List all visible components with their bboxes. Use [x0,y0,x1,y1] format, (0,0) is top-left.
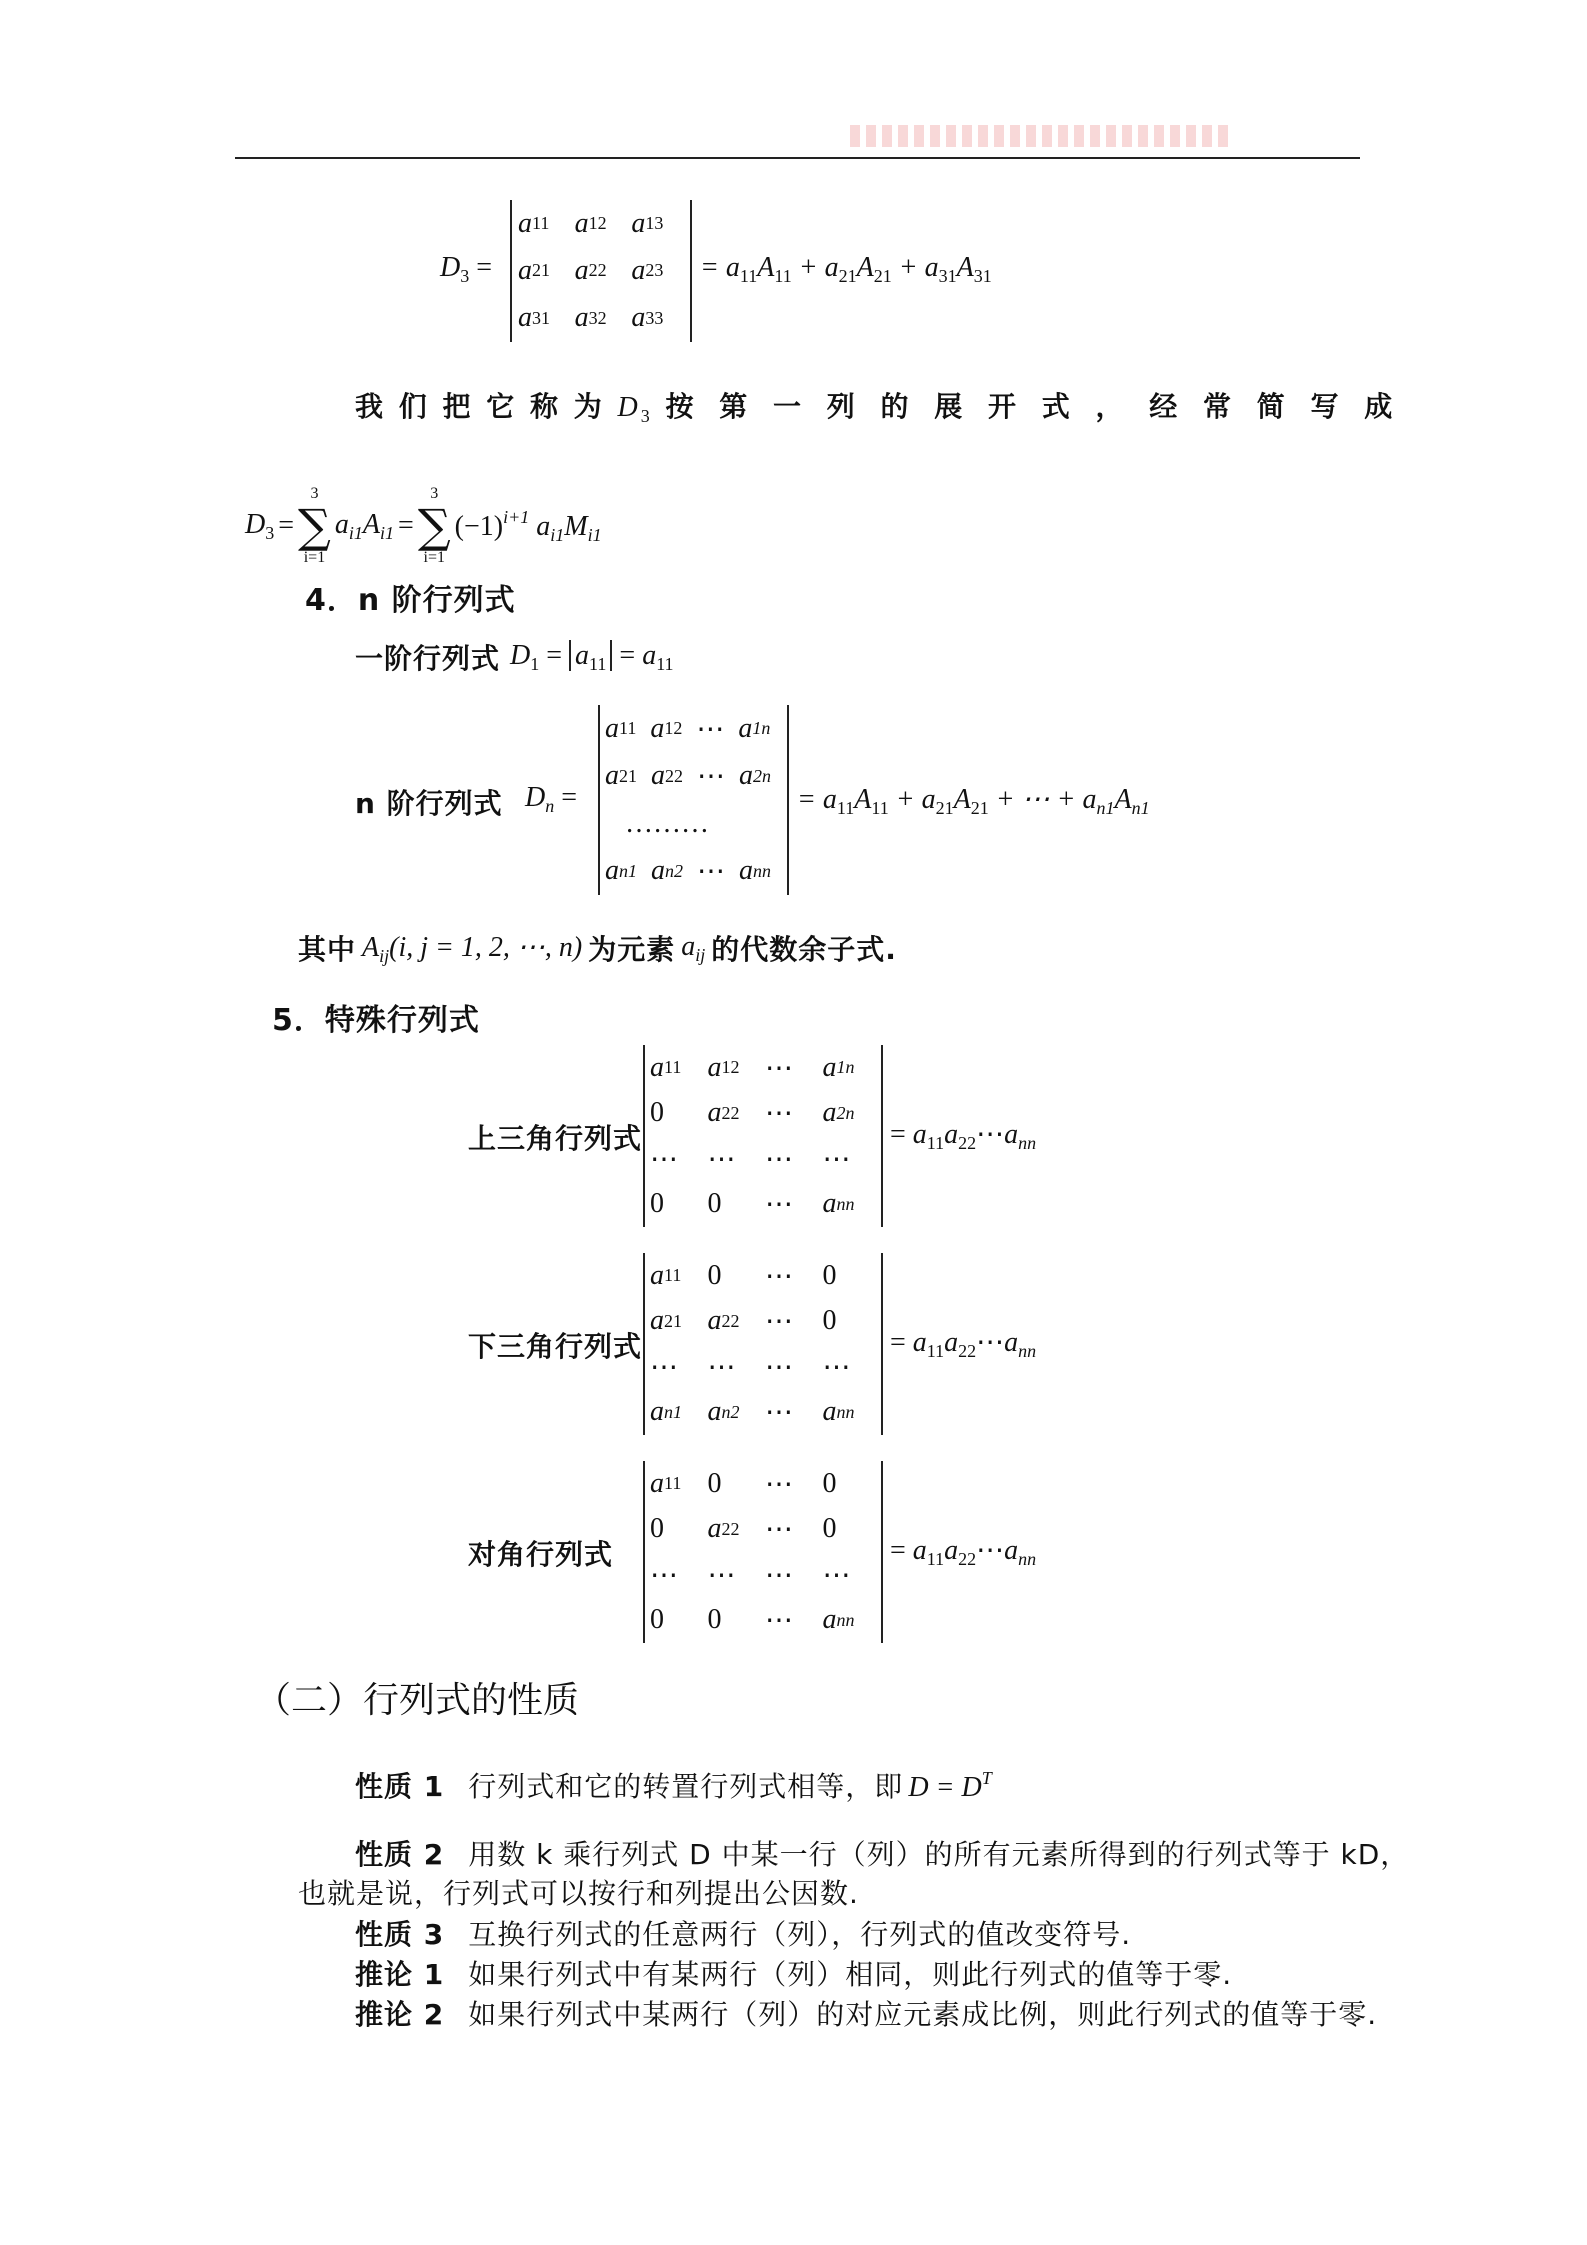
lower-cell: a n1 [650,1396,682,1428]
section-4-heading: 4．n 阶行列式 [305,583,516,618]
diagonal-cell: ⋯ [765,1559,793,1591]
upper-cell: a 11 [650,1051,682,1083]
lower-cell: 0 [822,1305,837,1337]
upper-matrix [650,1045,880,1227]
upper-cell: a nn [822,1188,855,1220]
diagonal-label: 对角行列式 [468,1538,614,1571]
lower-cell: a 21 [650,1305,682,1337]
lower-left-bar [643,1253,645,1435]
lower-cell: ⋯ [707,1351,736,1383]
lower-rhs: = $a_{11}a_{22}\cdots a_{nn}$ [890,1327,1037,1361]
header-watermark [850,125,1230,147]
diagonal-cell: 0 [707,1467,722,1499]
lower-label: 下三角行列式 [468,1330,643,1363]
upper-cell: a 12 [707,1051,740,1083]
diagonal-left-bar [643,1461,645,1643]
n-order-left-bar [598,705,600,895]
diagonal-cell: ⋯ [765,1468,793,1500]
d3-cell: a 23 [631,254,664,286]
first-order-line: 一阶行列式 $D_1 = a_{11} = a_{11}$ [355,639,674,675]
upper-cell: ⋯ [822,1143,851,1175]
d3-rhs: = $a_{11}A_{11} + a_{21}A_{21} + a_{31}A_{31}$ [700,252,992,286]
lower-cell: 0 [707,1259,722,1291]
lower-cell: a 11 [650,1259,682,1291]
d3-cell: a 31 [518,302,550,334]
corollary-1: 推论 1 如果行列式中有某两行（列）相同，则此行列式的值等于零. [355,1958,1233,1991]
upper-cell: ⋯ [765,1189,793,1221]
diagonal-matrix [650,1461,880,1643]
cofactor-note: 其中 $A_{ij}(i$, j = 1, 2, ⋯, n) 为元素 $a_{ij}$ 的代数余子式. [298,930,897,966]
property-3: 性质 3 互换行列式的任意两行（列），行列式的值改变符号. [355,1918,1132,1951]
upper-right-bar [881,1045,883,1227]
n-order-row: ……… [625,807,709,839]
corollary-2: 推论 2 如果行列式中某两行（列）的对应元素成比例，则此行列式的值等于零. [355,1998,1378,2031]
d3-cell: a 33 [631,302,664,334]
part-2-heading: （二）行列式的性质 [255,1680,580,1721]
lower-matrix [650,1253,880,1435]
d3-cell: a 13 [631,207,664,239]
lower-cell: ⋯ [765,1351,793,1383]
upper-cell: 0 [650,1097,664,1129]
diagonal-cell: 0 [650,1513,664,1545]
diagonal-cell: 0 [650,1604,664,1636]
n-order-row: a 11 a 12 ⋯ a 1n [605,712,771,745]
n-order-matrix [605,705,785,895]
upper-rhs: = $a_{11}a_{22}\cdots a_{nn}$ [890,1119,1037,1153]
sum-formula: $D_3$ = 3 ∑ i=1 $a_{i1}A_{i1}$ = 3 ∑ i=1 $(-1)^{i+1}$ $a_{i1}M_{i1}$ [245,485,602,566]
sentence-1: 我 们 把 它 称 为 $D_3$ 按 第 一 列 的 展 开 式 ， 经 常 简 写 成 [355,390,1396,426]
diagonal-cell: ⋯ [765,1514,793,1546]
n-order-lhs: $D_n$ = [525,782,578,816]
upper-cell: a 1n [822,1051,855,1083]
lower-cell: ⋯ [765,1397,793,1429]
upper-cell: 0 [707,1188,722,1220]
d3-matrix [518,200,688,342]
sigma-2: 3 ∑ i=1 [417,485,451,566]
diagonal-cell: a 11 [650,1467,682,1499]
section-5-heading: 5．特殊行列式 [272,1003,480,1038]
n-order-row: a 21 a 22 ⋯ a 2n [605,760,771,793]
d3-cell: a 11 [518,207,550,239]
upper-cell: ⋯ [765,1052,793,1084]
lower-cell: a nn [822,1396,855,1428]
property-2: 性质 2 用数 k 乘行列式 D 中某一行（列）的所有元素所得到的行列式等于 kD， [355,1838,1410,1871]
d3-right-bar [690,200,692,342]
n-order-rhs: = $a_{11}A_{11} + a_{21}A_{21}$ + ⋯ + $a_{n1}A_{n1}$ [797,784,1150,818]
d3-lhs: $D_3$ = [440,252,493,286]
d3-cell: a 21 [518,254,550,286]
upper-label: 上三角行列式 [468,1122,643,1155]
sigma-1: 3 ∑ i=1 [298,485,331,566]
upper-cell: ⋯ [765,1098,793,1130]
upper-cell: 0 [650,1188,664,1220]
diagonal-cell: 0 [822,1467,837,1499]
property-1: 性质 1 行列式和它的转置行列式相等，即 $D = D^T$ [355,1768,992,1803]
diagonal-cell: 0 [822,1513,837,1545]
property-2-continued: 也就是说，行列式可以按行和列提出公因数. [298,1877,859,1910]
upper-left-bar [643,1045,645,1227]
lower-right-bar [881,1253,883,1435]
d3-left-bar [510,200,512,342]
diagonal-cell: ⋯ [822,1559,851,1591]
lower-cell: 0 [822,1259,837,1291]
lower-cell: ⋯ [822,1351,851,1383]
d3-cell: a 12 [574,207,607,239]
upper-cell: a 22 [707,1097,740,1129]
n-order-row: a n1 a n2 ⋯ a nn [605,855,771,888]
upper-cell: ⋯ [650,1143,678,1175]
d3-cell: a 32 [574,302,607,334]
n-order-label: n 阶行列式 [355,787,503,820]
lower-cell: ⋯ [765,1260,793,1292]
upper-cell: ⋯ [765,1143,793,1175]
diagonal-cell: 0 [707,1604,722,1636]
n-order-right-bar [787,705,789,895]
header-rule [235,157,1360,159]
diagonal-right-bar [881,1461,883,1643]
diagonal-cell: a nn [822,1604,855,1636]
upper-cell: a 2n [822,1097,855,1129]
upper-cell: ⋯ [707,1143,736,1175]
lower-cell: ⋯ [765,1306,793,1338]
diagonal-cell: ⋯ [707,1559,736,1591]
d3-cell: a 22 [574,254,607,286]
diagonal-cell: ⋯ [765,1605,793,1637]
lower-cell: a 22 [707,1305,740,1337]
diagonal-rhs: = $a_{11}a_{22}\cdots a_{nn}$ [890,1535,1037,1569]
diagonal-cell: ⋯ [650,1559,678,1591]
lower-cell: ⋯ [650,1351,678,1383]
diagonal-cell: a 22 [707,1513,740,1545]
lower-cell: a n2 [707,1396,740,1428]
